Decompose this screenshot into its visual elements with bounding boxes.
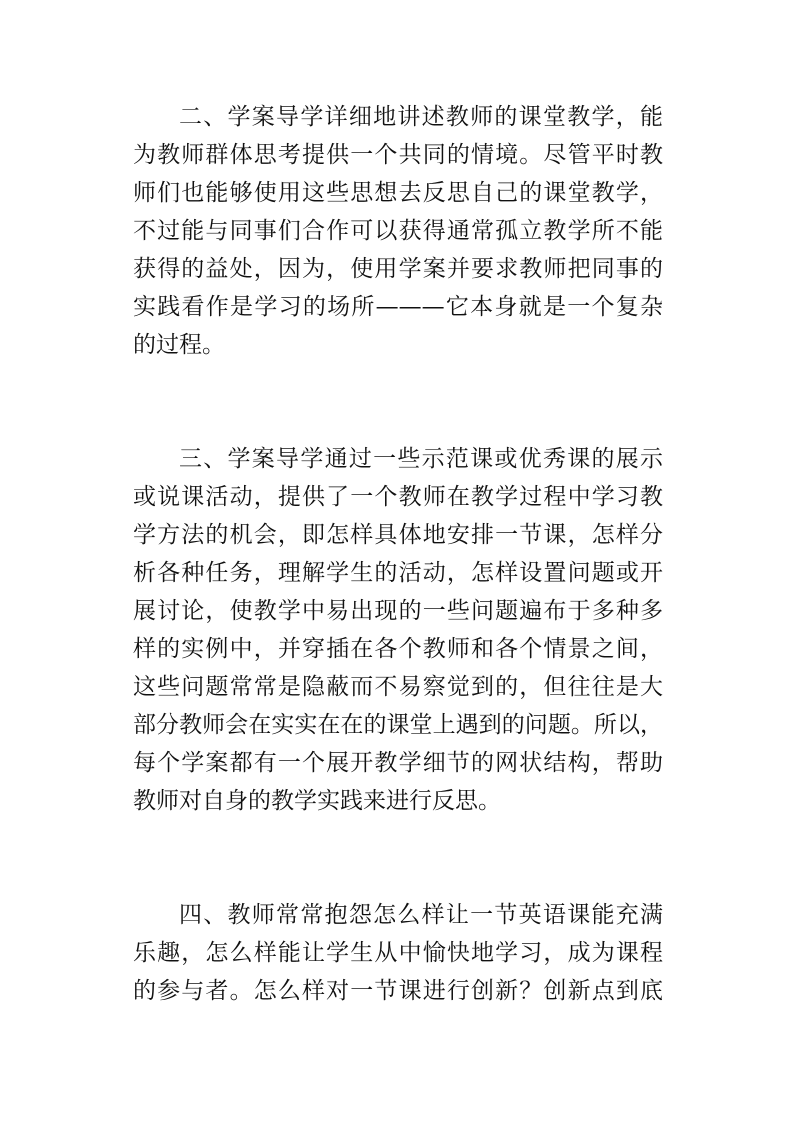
paragraph-line: 这些问题常常是隐蔽而不易察觉到的，但往往是大 <box>133 674 663 700</box>
paragraph-line: 展讨论，使教学中易出现的一些问题遍布于多种多 <box>133 598 663 624</box>
paragraph-spacer <box>133 820 663 896</box>
document-body <box>133 98 663 1010</box>
paragraph-4 <box>133 896 663 1010</box>
paragraph-line: 部分教师会在实实在在的课堂上遇到的问题。所以， <box>133 712 663 738</box>
paragraph-line: 乐趣，怎么样能让学生从中愉快地学习，成为课程 <box>133 940 663 966</box>
paragraph-line: 的过程。 <box>133 332 225 358</box>
paragraph-line: 不过能与同事们合作可以获得通常孤立教学所不能 <box>133 218 663 244</box>
paragraph-line: 每个学案都有一个展开教学细节的网状结构，帮助 <box>133 750 663 776</box>
paragraph-line: 师们也能够使用这些思想去反思自己的课堂教学， <box>133 180 663 206</box>
paragraph-line: 或说课活动，提供了一个教师在教学过程中学习教 <box>133 484 663 510</box>
paragraph-line: 样的实例中，并穿插在各个教师和各个情景之间， <box>133 636 663 662</box>
paragraph-line: 教师对自身的教学实践来进行反思。 <box>133 788 501 814</box>
paragraph-2 <box>133 98 663 364</box>
paragraph-line: 析各种任务，理解学生的活动，怎样设置问题或开 <box>133 560 663 586</box>
paragraph-line: 四、教师常常抱怨怎么样让一节英语课能充满 <box>179 902 663 928</box>
paragraph-spacer <box>133 364 663 440</box>
paragraph-line: 获得的益处，因为，使用学案并要求教师把同事的 <box>133 256 663 282</box>
paragraph-line: 实践看作是学习的场所———它本身就是一个复杂 <box>133 294 663 320</box>
paragraph-line: 三、学案导学通过一些示范课或优秀课的展示 <box>179 446 663 472</box>
paragraph-line: 为教师群体思考提供一个共同的情境。尽管平时教 <box>133 142 663 168</box>
paragraph-line: 二、学案导学详细地讲述教师的课堂教学，能 <box>179 104 663 130</box>
paragraph-line: 的参与者。怎么样对一节课进行创新？创新点到底 <box>133 978 663 1004</box>
paragraph-3 <box>133 440 663 820</box>
paragraph-line: 学方法的机会，即怎样具体地安排一节课，怎样分 <box>133 522 663 548</box>
